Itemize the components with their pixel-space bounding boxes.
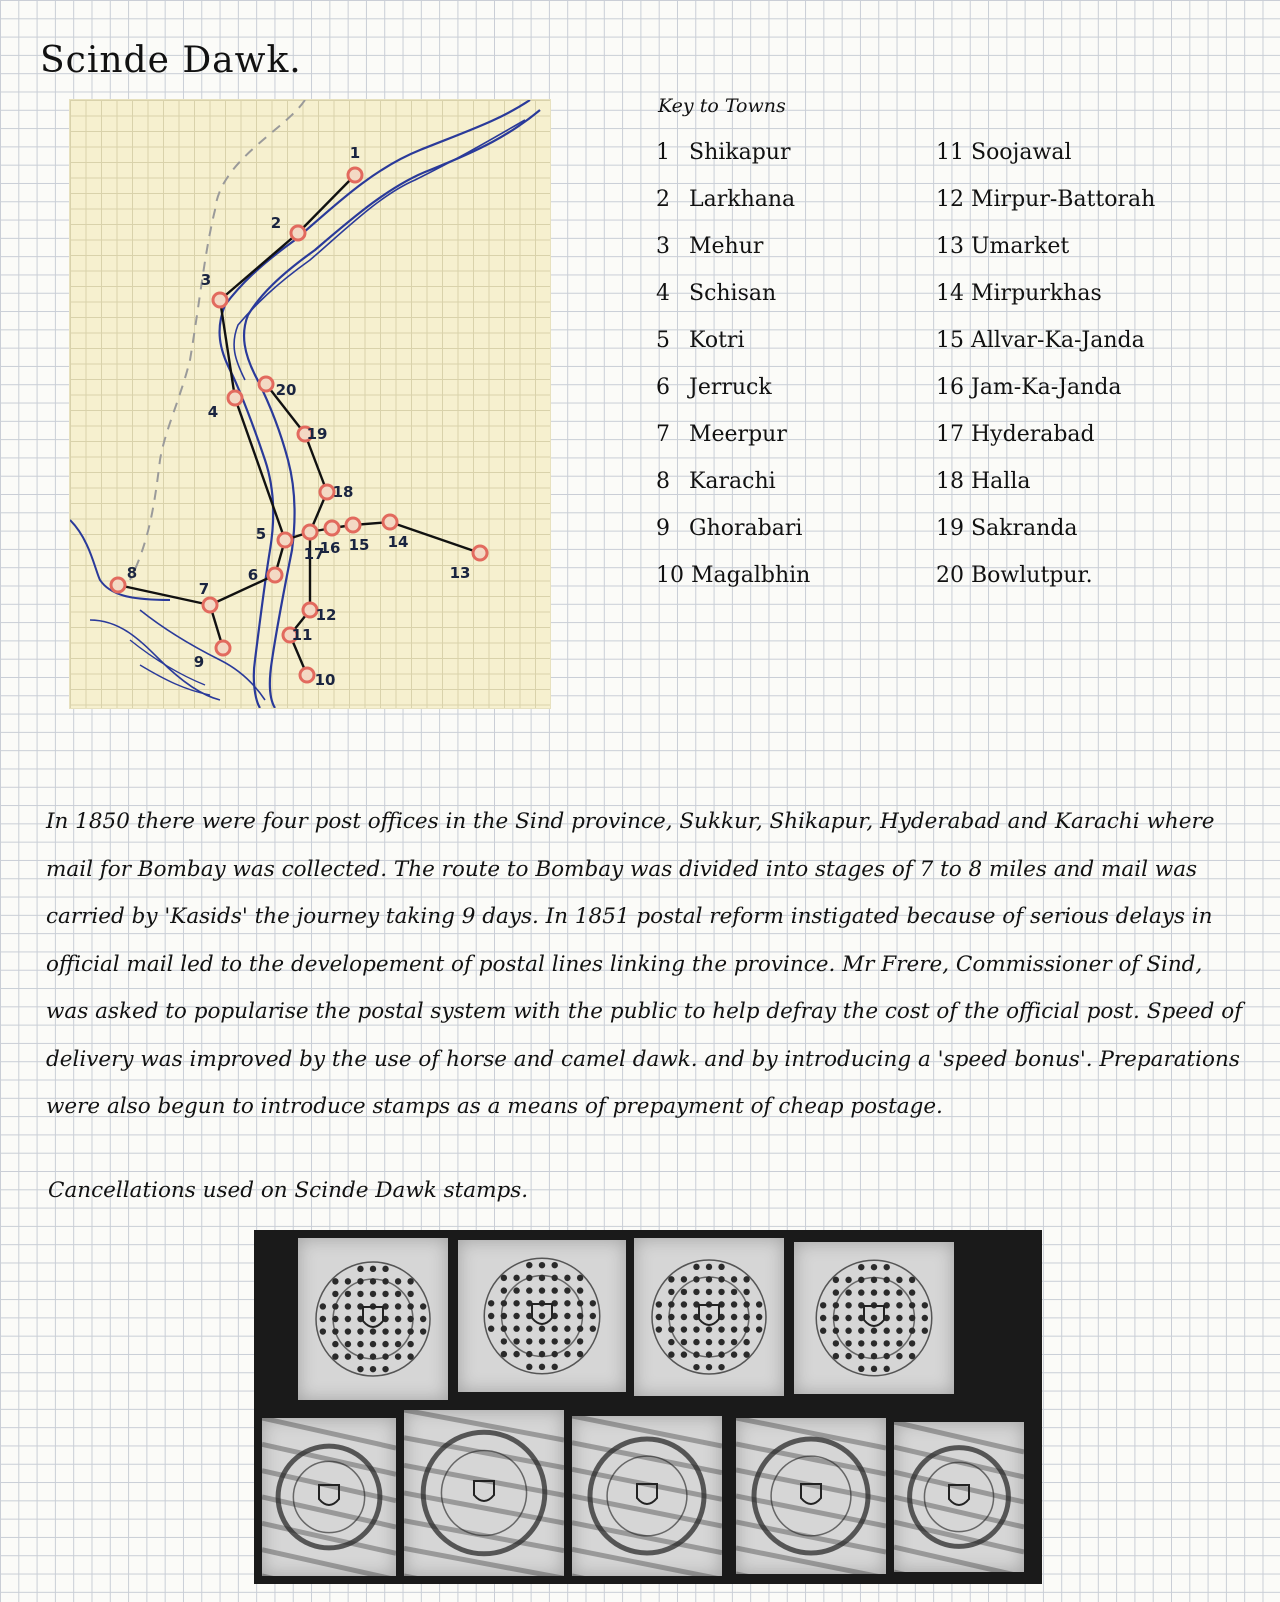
province-border-line [130,100,305,580]
key-item-number: 1 [656,140,670,165]
key-item-name: Magalbhin [684,563,811,588]
key-item-name: Kotri [682,328,745,353]
key-item-name: Hyderabad [964,422,1095,447]
key-item-6 [656,364,936,411]
key-item-13 [936,223,1216,270]
route-6-7 [210,575,275,605]
town-label-12: 12 [315,606,337,624]
key-item-number: 14 [936,281,964,306]
cancellation-mark [404,1410,564,1576]
key-item-11 [936,129,1216,176]
key-item-name: Meerpur [682,422,787,447]
cancelled-stamp [458,1240,626,1392]
town-marker-20 [259,377,273,391]
key-item-number: 18 [936,469,964,494]
key-item-name: Ghorabari [682,516,803,541]
key-item-number: 12 [936,187,964,212]
cancelled-stamp [794,1242,954,1394]
cancelled-stamp [572,1416,722,1576]
key-item-18 [936,458,1216,505]
page-title: Scinde Dawk. [40,40,302,81]
cancellation-mark [572,1416,722,1576]
cancelled-stamp [298,1238,448,1400]
key-item-name: Bowlutpur. [964,563,1093,588]
town-marker-3 [213,293,227,307]
key-title: Key to Towns [658,95,786,117]
key-item-number: 9 [656,516,670,541]
key-item-12 [936,176,1216,223]
map-drawing [70,100,550,708]
cancelled-stamp [262,1418,396,1576]
town-label-3: 3 [200,271,212,289]
town-marker-7 [203,598,217,612]
town-label-19: 19 [306,425,328,443]
key-item-7 [656,411,936,458]
key-item-10 [656,552,936,599]
key-item-name: Sakranda [964,516,1078,541]
key-item-3 [656,223,936,270]
town-label-15: 15 [348,536,370,554]
town-label-13: 13 [449,564,471,582]
town-marker-14 [383,515,397,529]
key-item-number: 19 [936,516,964,541]
postal-routes [118,175,480,675]
cancellation-mark [298,1238,448,1400]
cancellation-mark [262,1418,396,1576]
route-2-3 [220,233,298,300]
town-label-1: 1 [349,144,361,162]
cancelled-stamp [894,1422,1024,1572]
cancellation-mark [458,1240,626,1392]
indus-river-west-bank [220,100,530,708]
key-item-name: Schisan [682,281,777,306]
key-item-20 [936,552,1216,599]
key-item-number: 15 [936,328,964,353]
town-label-8: 8 [126,564,138,582]
town-label-10: 10 [314,671,336,689]
town-marker-13 [473,546,487,560]
key-column-left [656,129,936,599]
key-item-number: 13 [936,234,964,259]
key-item-name: Soojawal [964,140,1072,165]
key-item-number: 11 [936,140,964,165]
key-item-number: 7 [656,422,670,447]
key-item-number: 10 [656,563,684,588]
town-label-20: 20 [275,381,297,399]
cancellation-mark [736,1418,886,1574]
town-label-18: 18 [332,483,354,501]
key-item-17 [936,411,1216,458]
town-markers [111,144,487,689]
cancelled-stamp [404,1410,564,1576]
town-marker-4 [228,391,242,405]
town-marker-15 [346,518,360,532]
cancellation-stamps-photo [254,1230,1042,1584]
town-marker-2 [291,226,305,240]
town-marker-10 [300,668,314,682]
key-item-name: Jerruck [682,375,772,400]
key-item-name: Shikapur [682,140,791,165]
cancelled-stamp [736,1418,886,1574]
key-item-name: Allvar-Ka-Janda [964,328,1145,353]
town-label-9: 9 [193,653,205,671]
key-column-right [936,129,1216,599]
key-item-number: 5 [656,328,670,353]
key-item-name: Halla [964,469,1031,494]
key-item-name: Mirpur-Battorah [964,187,1156,212]
town-marker-1 [348,168,362,182]
cancellation-mark [634,1238,784,1396]
key-item-number: 3 [656,234,670,259]
town-key [656,95,1216,599]
cancellations-caption: Cancellations used on Scinde Dawk stamps. [48,1178,529,1203]
town-marker-9 [216,641,230,655]
town-label-5: 5 [255,525,267,543]
route-4-5 [235,398,285,540]
key-item-9 [656,505,936,552]
key-item-2 [656,176,936,223]
key-item-number: 17 [936,422,964,447]
key-item-4 [656,270,936,317]
town-label-16: 16 [319,539,341,557]
key-item-19 [936,505,1216,552]
key-item-1 [656,129,936,176]
town-marker-5 [278,533,292,547]
key-item-name: Umarket [964,234,1070,259]
key-item-name: Jam-Ka-Janda [964,375,1122,400]
cancellation-mark [894,1422,1024,1572]
town-label-14: 14 [387,533,409,551]
town-label-7: 7 [198,580,210,598]
history-paragraph: In 1850 there were four post offices in the Sind province, Sukkur, Shikapur, Hyderabad and Karachi where mail for Bombay was collected. The route to Bombay was divided into stages of 7 to 8 miles and mail was carried by 'Kasids' the journey taking 9 days. In 1851 postal reform instigated because of serious delays in official mail led to the developement of postal lines linking the province. Mr Frere, Commissioner of Sind, was asked to popularise the postal system with the public to help defray the cost of the official post. Speed of delivery was improved by the use of horse and camel dawk. and by introducing a 'speed bonus'. Preparations were also begun to introduce stamps as a means of prepayment of cheap postage. [46,809,1243,1119]
key-item-14 [936,270,1216,317]
key-item-number: 4 [656,281,670,306]
key-item-name: Mirpurkhas [964,281,1102,306]
key-item-number: 20 [936,563,964,588]
town-marker-17 [303,525,317,539]
town-marker-6 [268,568,282,582]
cancellation-mark [794,1242,954,1394]
key-item-5 [656,317,936,364]
town-label-17: 17 [303,545,325,563]
key-item-8 [656,458,936,505]
town-marker-8 [111,578,125,592]
key-item-number: 6 [656,375,670,400]
sind-route-map [70,100,550,708]
route-7-8 [118,585,210,605]
town-label-6: 6 [247,566,259,584]
key-item-name: Karachi [682,469,776,494]
town-label-2: 2 [270,214,282,232]
key-item-16 [936,364,1216,411]
town-label-4: 4 [207,403,219,421]
key-item-number: 16 [936,375,964,400]
key-item-number: 8 [656,469,670,494]
key-item-number: 2 [656,187,670,212]
town-marker-16 [325,521,339,535]
key-item-15 [936,317,1216,364]
key-item-name: Larkhana [682,187,796,212]
indus-river-east-bank [244,110,540,708]
town-label-11: 11 [291,626,313,644]
cancelled-stamp [634,1238,784,1396]
key-item-name: Mehur [682,234,764,259]
